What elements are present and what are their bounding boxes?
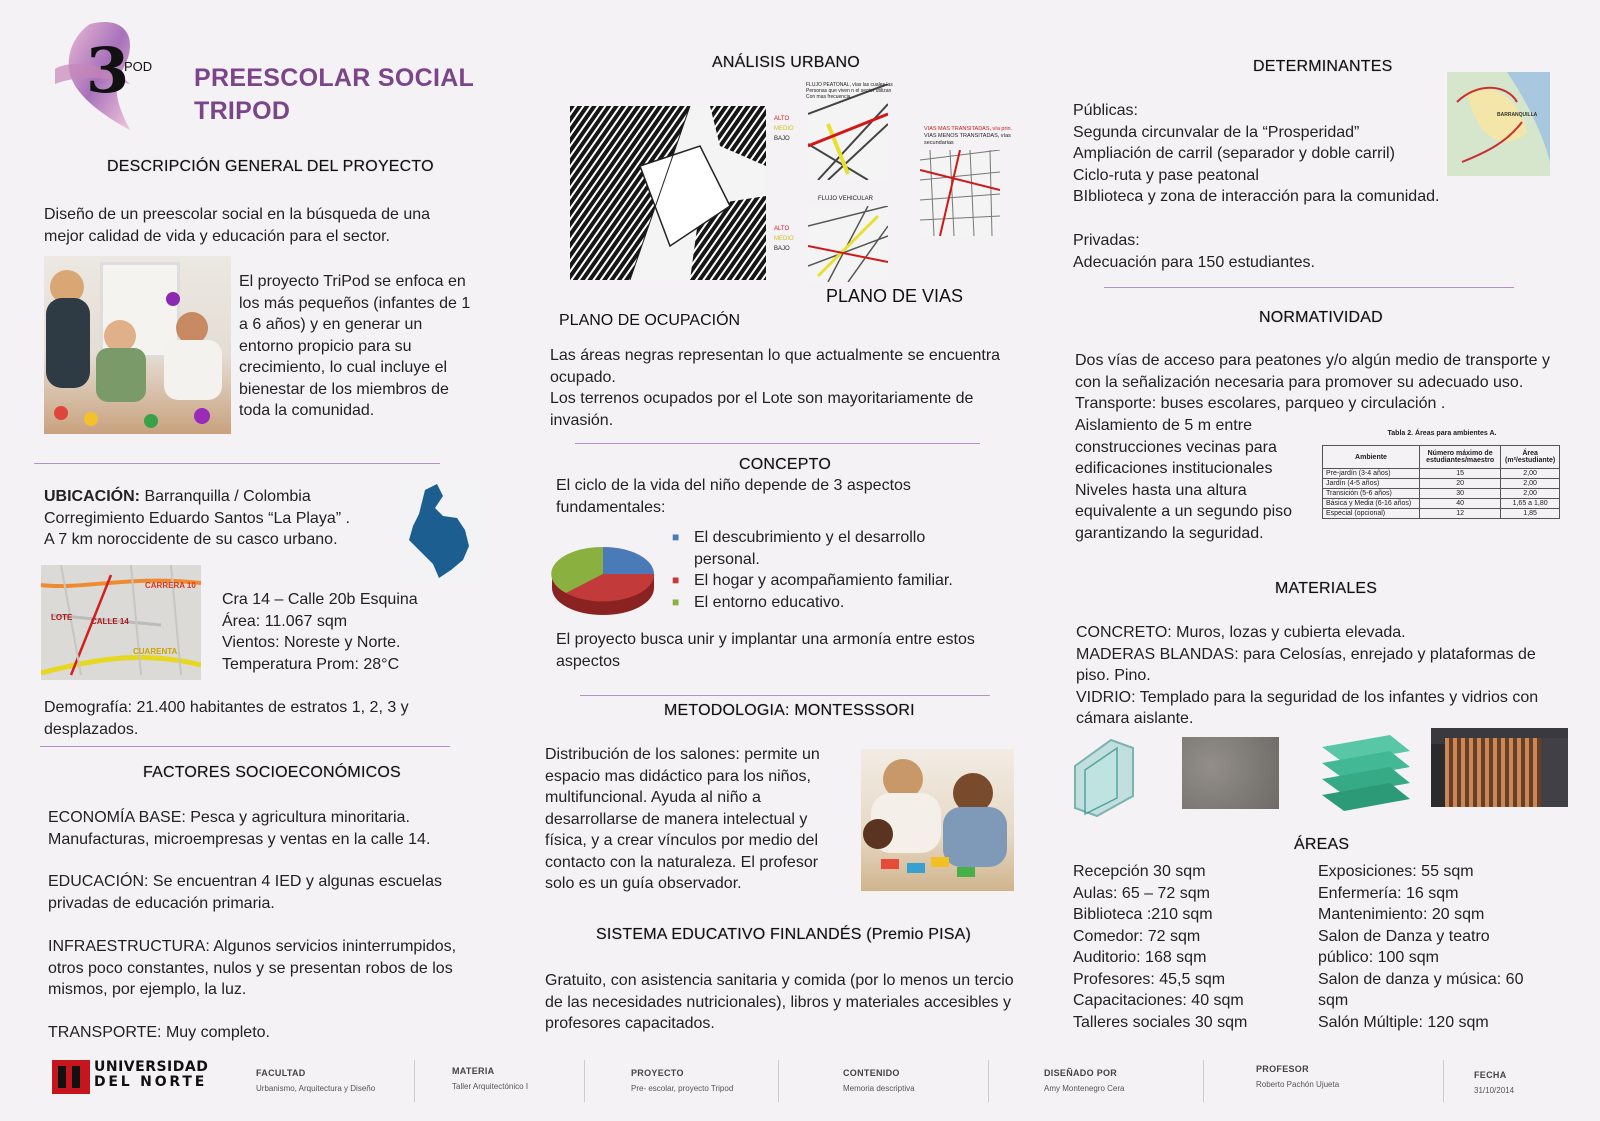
legend-alto: ALTO (774, 226, 790, 232)
ocupacion-text (550, 345, 1020, 431)
table-header-row (1323, 446, 1560, 469)
finlandes-heading: SISTEMA EDUCATIVO FINLANDÉS (Premio PISA) (596, 926, 972, 943)
ocupacion-text-2: Los terrenos ocupados por el Lote son mayoritariamente de invasión. (550, 390, 974, 429)
socio-heading: FACTORES SOCIOECONÓMICOS (143, 764, 401, 781)
table-cell: 12 (1420, 509, 1501, 519)
table-cell: 15 (1420, 469, 1501, 479)
educacion-text: EDUCACIÓN: Se encuentran 4 IED y algunas escuelas privadas de educación primaria. (48, 873, 442, 912)
footer-value: Amy Montenegro Cera (1044, 1084, 1125, 1093)
location-map (41, 565, 201, 680)
table-row (1323, 499, 1560, 509)
areas-right (1318, 861, 1548, 1033)
table-cell: 1,65 a 1,80 (1501, 499, 1560, 509)
table-cell: 30 (1420, 489, 1501, 499)
material-vidrio: VIDRIO: Templado para la seguridad de los infantes y vidrios con cámara aislante. (1076, 688, 1539, 727)
divider (575, 443, 980, 444)
publicas-item: Segunda circunvalar de la “Prosperidad” (1073, 123, 1360, 141)
area-item: Capacitaciones: 40 sqm (1073, 992, 1244, 1009)
economia-text: ECONOMÍA BASE: Pesca y agricultura minoritaria. Manufacturas, microempresas y ventas en la calle 14. (48, 809, 431, 848)
ubicacion-line-2: Corregimiento Eduardo Santos “La Playa” . (44, 509, 350, 527)
map-label-carrera: CARRERA 10 (145, 581, 196, 590)
areas-left (1073, 861, 1293, 1033)
square-bullet-icon: ■ (672, 573, 680, 587)
site-info (222, 589, 462, 675)
table-row (1323, 479, 1560, 489)
concepto-text: El ciclo de la vida del niño depende de 3 aspectos fundamentales: (556, 477, 911, 516)
flow-legend-1 (774, 114, 794, 144)
publicas-label: Públicas: (1073, 102, 1138, 119)
demografia: Demografía: 21.400 habitantes de estratos 1, 2, 3 y desplazados. (44, 699, 409, 738)
university-line-1: UNIVERSIDAD (94, 1059, 209, 1075)
legend-medio: MEDIO (774, 236, 794, 242)
footer-value: Roberto Pachón Ujueta (1256, 1080, 1340, 1089)
privadas (1073, 230, 1473, 273)
table-header: Área (m²/estudiante) (1501, 446, 1560, 469)
table-cell: 2,00 (1501, 489, 1560, 499)
plano-vias-label: PLANO DE VIAS (826, 286, 964, 306)
map-label-lote: LOTE (51, 613, 73, 622)
concepto-heading: CONCEPTO (739, 456, 831, 473)
map-city-label: BARRANQUILLA (1497, 112, 1538, 118)
children-photo (44, 256, 231, 434)
footer-fecha (1474, 1070, 1514, 1095)
footer-divider (778, 1060, 779, 1102)
areas-table (1322, 430, 1562, 519)
logo-mark: 3 (86, 34, 130, 107)
university-name (94, 1060, 208, 1090)
table-cell: Básica y Media (6-16 años) (1323, 499, 1420, 509)
normatividad-heading: NORMATIVIDAD (1259, 309, 1383, 326)
desc-text: Diseño de un preescolar social en la búsqueda de una mejor calidad de vida y educación para el sector. (44, 206, 431, 245)
concepto-text-2: El proyecto busca unir y implantar una armonía entre estos aspectos (556, 631, 975, 670)
wood-lattice-image (1431, 728, 1568, 807)
table (1322, 445, 1560, 519)
concepto-legend (672, 527, 1002, 613)
footer-disenado (1044, 1068, 1124, 1093)
table-cell: Transición (5-6 años) (1323, 489, 1420, 499)
vias-menos-note: VIAS MENOS TRANSITADAS, vías secundarias (924, 133, 1011, 146)
footer-value: Memoria descriptiva (843, 1084, 915, 1093)
ubicacion-value: Barranquilla / Colombia (140, 488, 311, 505)
publicas-item: BIblioteca y zona de interacción para la comunidad. (1073, 188, 1440, 205)
publicas-item: Ampliación de carril (separador y doble carril) (1073, 145, 1395, 162)
normatividad-transporte: Transporte: buses escolares, parqueo y circulación . (1075, 395, 1446, 412)
table-cell: Jardín (4-5 años) (1323, 479, 1420, 489)
flow-legend-2 (774, 224, 794, 254)
materiales-list (1076, 622, 1566, 730)
legend-item (672, 527, 1002, 570)
site-address: Cra 14 – Calle 20b Esquina (222, 591, 418, 608)
table-cell: 1,85 (1501, 509, 1560, 519)
glass-sample-image (1071, 736, 1137, 818)
tempered-glass-image (1320, 733, 1412, 811)
material-maderas: MADERAS BLANDAS: para Celosías, enrejado y plataformas de piso. Pino. (1076, 645, 1536, 684)
area-item: Mantenimiento: 20 sqm (1318, 906, 1485, 923)
square-bullet-icon: ■ (672, 530, 680, 544)
site-area: Área: 11.067 sqm (222, 612, 348, 630)
table-cell: 2,00 (1501, 479, 1560, 489)
finlandes-text: Gratuito, con asistencia sanitaria y comida (por lo menos un tercio de las necesidades nutricionales), libros y materiales accesibles y profesores capacitados. (545, 972, 1014, 1032)
ocupacion-text-1: Las áreas negras representan lo que actualmente se encuentra ocupado. (550, 347, 1001, 386)
footer-label: DISEÑADO POR (1044, 1068, 1118, 1078)
footer-value: Pre- escolar, proyecto Tripod (631, 1084, 734, 1093)
publicas (1073, 100, 1473, 208)
footer-label: PROFESOR (1256, 1064, 1309, 1074)
vias-legend (924, 126, 1014, 147)
occupation-map (570, 106, 766, 280)
footer-divider (1203, 1060, 1204, 1102)
area-item: Aulas: 65 – 72 sqm (1073, 884, 1210, 902)
area-item: Talleres sociales 30 sqm (1073, 1013, 1248, 1031)
logo-suffix: POD (124, 59, 153, 74)
legend-item (672, 592, 1002, 614)
page-title (194, 62, 474, 128)
map-label-cuarenta: CUARENTA (133, 647, 178, 656)
legend-item (672, 570, 1002, 592)
metodologia-text: Distribución de los salones: permite un espacio mas didáctico para los niños, multifuncional. Ayuda al niño a desarrollarse de manera intelectual y física, y a crear vínculos por medio del contacto con la naturaleza. El profesor solo es un guía observador. (545, 746, 820, 892)
footer-contenido (843, 1068, 915, 1093)
footer-divider (414, 1060, 415, 1102)
metodologia-heading: METODOLOGIA: MONTESSSORI (664, 702, 915, 719)
normatividad-aislamiento: Aislamiento de 5 m entre construcciones vecinas para edificaciones institucionales Niveles hasta una altura equivalente a un segundo piso garantizando la seguridad. (1075, 417, 1293, 542)
legend-bajo: BAJO (774, 246, 790, 252)
infraestructura-text: INFRAESTRUCTURA: Algunos servicios ininterrumpidos, otros poco constantes, nulos y se presentan robos de los mismos, por ejemplo, la luz. (48, 938, 457, 998)
table-cell: 20 (1420, 479, 1501, 489)
site-temperature: Temperatura Prom: 28°C (222, 655, 400, 673)
legend-medio: MEDIO (774, 126, 794, 132)
legend-item-label: El entorno educativo. (694, 593, 845, 611)
logo (50, 14, 165, 132)
area-item: Exposiciones: 55 sqm (1318, 863, 1474, 880)
plano-ocupacion-label: PLANO DE OCUPACIÓN (559, 312, 741, 329)
footer-divider (988, 1060, 989, 1102)
university-line-2: DEL NORTE (94, 1074, 208, 1090)
normatividad-text: Dos vías de acceso para peatones y/o algún medio de transporte y con la señalización necesaria para promover su adecuado uso. (1075, 352, 1550, 391)
area-item: Biblioteca :210 sqm (1073, 906, 1213, 923)
map-label-calle: CALLE 14 (91, 617, 129, 626)
footer-label: PROYECTO (631, 1068, 684, 1078)
ubicacion (44, 486, 404, 551)
table-cell: Pre-jardín (3-4 años) (1323, 469, 1420, 479)
privadas-label: Privadas: (1073, 232, 1140, 249)
vias-transitadas-note: VIAS MAS TRANSITADAS, vía prin. (924, 126, 1013, 132)
area-item: Enfermería: 16 sqm (1318, 884, 1459, 902)
areas-heading: ÁREAS (1294, 836, 1350, 853)
determinantes-heading: DETERMINANTES (1253, 58, 1393, 75)
area-item: Comedor: 72 sqm (1073, 927, 1201, 945)
material-concreto: CONCRETO: Muros, lozas y cubierta elevada. (1076, 624, 1406, 641)
divider (40, 746, 450, 747)
montessori-photo (861, 749, 1014, 891)
area-item: Recepción 30 sqm (1073, 863, 1206, 880)
table-caption: Tabla 2. Áreas para ambientes A. (1387, 430, 1497, 437)
pie-chart (548, 544, 658, 618)
table-row (1323, 509, 1560, 519)
legend-bajo: BAJO (774, 136, 790, 142)
footer-label: MATERIA (452, 1066, 495, 1076)
table-row (1323, 469, 1560, 479)
footer-facultad (256, 1068, 375, 1093)
legend-item-label: El descubrimiento y el desarrollo personal. (694, 529, 926, 568)
footer-value: Urbanismo, Arquitectura y Diseño (256, 1084, 376, 1093)
title-line-1: PREESCOLAR SOCIAL (194, 64, 475, 92)
site-winds: Vientos: Noreste y Norte. (222, 634, 401, 651)
analisis-heading: ANÁLISIS URBANO (712, 54, 860, 71)
table-header: Ambiente (1323, 446, 1420, 469)
legend-alto: ALTO (774, 116, 790, 122)
ubicacion-label: UBICACIÓN: (44, 488, 140, 505)
materiales-heading: MATERIALES (1275, 580, 1378, 597)
divider (34, 463, 440, 464)
privadas-text: Adecuación para 150 estudiantes. (1073, 253, 1315, 271)
publicas-item: Ciclo-ruta y pase peatonal (1073, 166, 1259, 184)
footer-label: CONTENIDO (843, 1068, 900, 1078)
area-item: Salón Múltiple: 120 sqm (1318, 1013, 1489, 1031)
vehicle-flow-map (808, 206, 888, 282)
footer-materia (452, 1066, 528, 1091)
table-cell: 40 (1420, 499, 1501, 509)
pedestrian-flow-note: FLUJO PEATONAL, vías las cuales las Personas que viven n el sector utilizan Con mas frecuencia (806, 82, 893, 100)
table-row (1323, 489, 1560, 499)
area-item: Profesores: 45,5 sqm (1073, 970, 1226, 988)
vehicle-flow-note: FLUJO VEHICULAR (818, 196, 874, 202)
ubicacion-line-3: A 7 km noroccidente de su casco urbano. (44, 531, 338, 548)
divider (1104, 287, 1514, 288)
footer-label: FECHA (1474, 1070, 1507, 1080)
footer-divider (1443, 1060, 1444, 1102)
area-item: Auditorio: 168 sqm (1073, 949, 1207, 966)
table-cell: 2,00 (1501, 469, 1560, 479)
footer-label: FACULTAD (256, 1068, 306, 1078)
footer-value: 31/10/2014 (1474, 1086, 1515, 1095)
colombia-map (395, 482, 490, 582)
concrete-sample-image (1182, 737, 1279, 809)
university-logo (52, 1058, 222, 1098)
table-header: Número máximo de estudiantes/maestro (1420, 446, 1501, 469)
footer-profesor (1256, 1064, 1339, 1089)
title-line-2: TRIPOD (194, 97, 291, 125)
square-bullet-icon: ■ (672, 594, 680, 609)
footer-value: Taller Arquitectónico I (452, 1082, 529, 1091)
area-item: Salon de Danza y teatro público: 100 sqm (1318, 927, 1490, 966)
legend-item-label: El hogar y acompañamiento familiar. (694, 572, 953, 589)
desc-heading: DESCRIPCIÓN GENERAL DEL PROYECTO (107, 158, 434, 175)
transporte-text: TRANSPORTE: Muy completo. (48, 1024, 270, 1041)
area-item: Salon de danza y música: 60 sqm (1318, 970, 1524, 1009)
table-cell: Especial (opcional) (1323, 509, 1420, 519)
footer-proyecto (631, 1068, 733, 1093)
divider (580, 695, 990, 696)
footer-divider (584, 1060, 585, 1102)
road-map (920, 150, 1000, 236)
tripod-text: El proyecto TriPod se enfoca en los más pequeños (infantes de 1 a 6 años) y en generar un entorno propicio para su crecimiento, lo cual incluye el bienestar de los miembros de toda la comunidad. (239, 273, 471, 419)
